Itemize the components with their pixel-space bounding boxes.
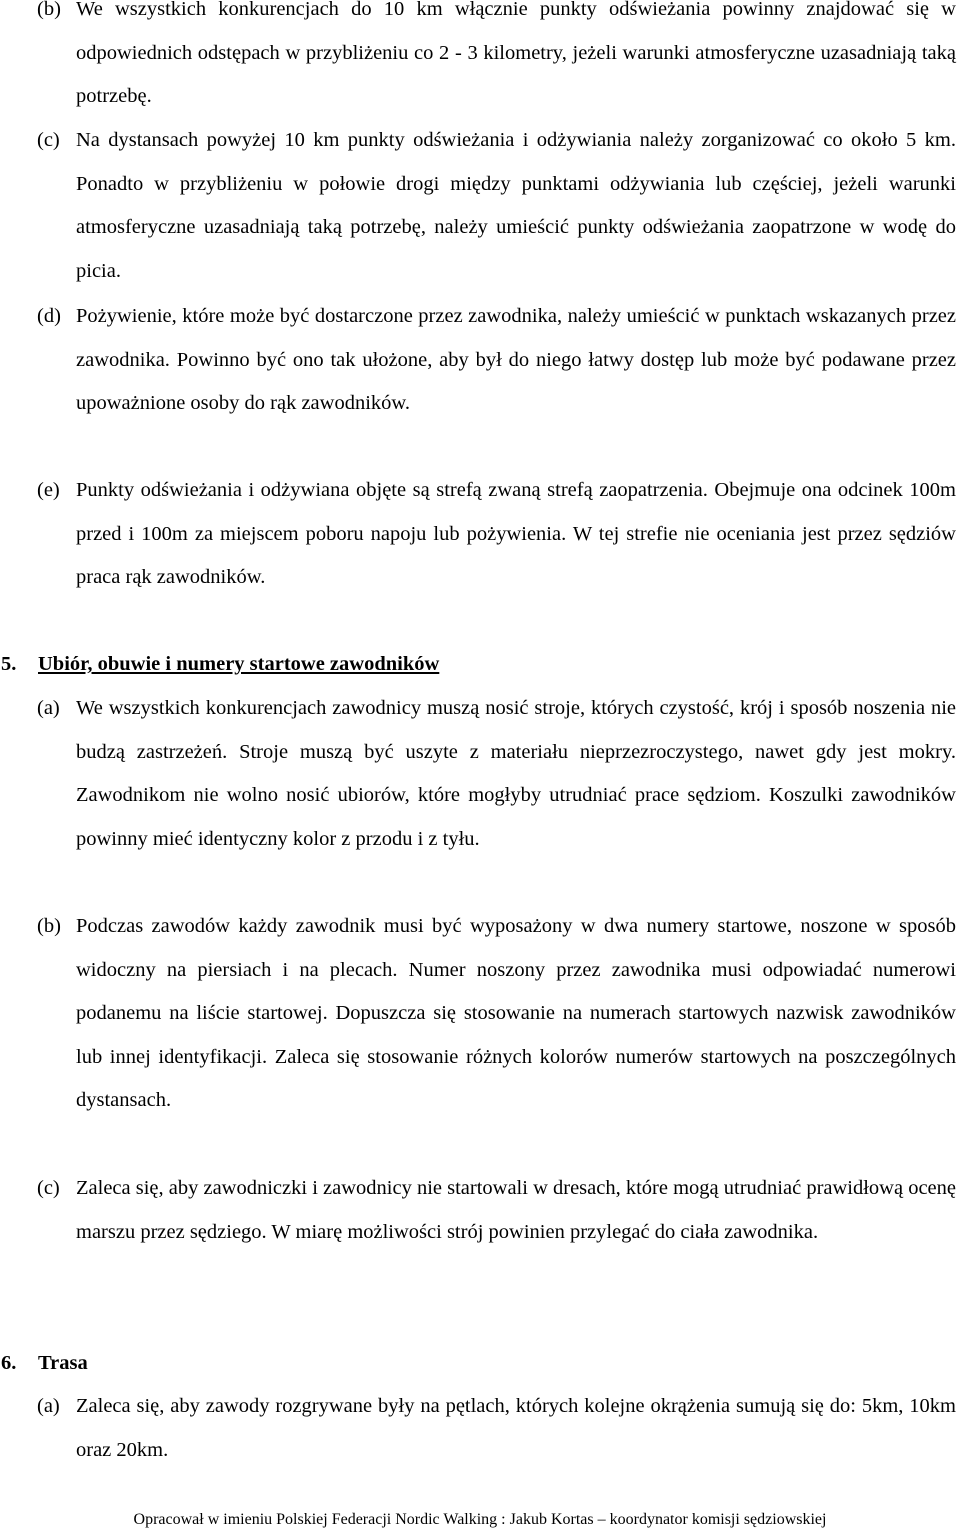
list-item: [0, 469, 960, 600]
section-number: 6.: [1, 1352, 17, 1374]
item-marker: (a): [37, 1395, 60, 1417]
list-item: [0, 0, 960, 119]
item-text: Pożywienie, które może być dostarczone przez zawodnika, należy umieścić w punktach wskazanych przez zawodnika. Powinno być ono tak ułożone, aby był do niego łatwy dostęp lub może być podawane przez upoważnione osoby do rąk zawodników.: [76, 305, 956, 415]
section-number: 5.: [1, 653, 17, 675]
item-text: Zaleca się, aby zawodniczki i zawodnicy nie startowali w dresach, które mogą utrudniać prawidłową ocenę marszu przez sędziego. W miarę możliwości strój powinien przylegać do ciała zawodnika.: [76, 1177, 957, 1243]
list-item: [0, 905, 960, 1123]
list-item: [0, 1385, 960, 1472]
item-marker: (c): [37, 129, 60, 151]
section-heading: [0, 1342, 960, 1386]
section-heading: [0, 643, 960, 687]
item-marker: (a): [37, 697, 60, 719]
section-title: Trasa: [38, 1352, 88, 1374]
list-item: [0, 295, 960, 426]
item-text: Zaleca się, aby zawody rozgrywane były na pętlach, których kolejne okrążenia sumują się do: 5km, 10km oraz 20km.: [76, 1395, 956, 1461]
item-marker: (c): [37, 1177, 60, 1199]
item-marker: (d): [37, 305, 61, 327]
list-item: [0, 1167, 960, 1254]
item-text: Podczas zawodów każdy zawodnik musi być wyposażony w dwa numery startowe, noszone w sposób widoczny na piersiach i na plecach. Numer noszony przez zawodnika musi odpowiadać numerowi podanemu na liście startowej. Dopuszcza się stosowanie na numerach startowych nazwisk zawodników lub innej identyfikacji. Zaleca się stosowanie różnych kolorów numerów startowych na poszczególnych dystansach.: [76, 915, 956, 1112]
item-text: We wszystkich konkurencjach zawodnicy muszą nosić stroje, których czystość, krój i sposób noszenia nie budzą zastrzeżeń. Stroje muszą być uszyte z materiału nieprzezroczystego, nawet gdy jest mokry. Zawodnikom nie wolno nosić ubiorów, które mogłyby utrudniać prace sędziom. Koszulki zawodników powinny mieć identyczny kolor z przodu i z tyłu.: [76, 697, 956, 850]
list-item: [0, 119, 960, 293]
section-title: Ubiór, obuwie i numery startowe zawodników: [38, 653, 440, 675]
list-item: [0, 687, 960, 861]
item-text: Na dystansach powyżej 10 km punkty odświeżania i odżywiania należy zorganizować co około 5 km. Ponadto w przybliżeniu w połowie drogi między punktami odżywiania lub częściej, jeżeli warunki atmosferyczne uzasadniają taką potrzebę, należy umieścić punkty odświeżania zaopatrzone w wodę do picia.: [76, 129, 956, 282]
item-marker: (b): [37, 0, 61, 20]
item-text: We wszystkich konkurencjach do 10 km włącznie punkty odświeżania powinny znajdować się w odpowiednich odstępach w przybliżeniu co 2 - 3 kilometry, jeżeli warunki atmosferyczne uzasadniają taką potrzebę.: [76, 0, 956, 108]
item-text: Punkty odświeżania i odżywiana objęte są strefą zwaną strefą zaopatrzenia. Obejmuje ona odcinek 100m przed i 100m za miejscem poboru napoju lub pożywienia. W tej strefie nie oceniania jest przez sędziów praca rąk zawodników.: [76, 479, 956, 589]
page-footer: Opracował w imieniu Polskiej Federacji Nordic Walking : Jakub Kortas – koordynator komisji sędziowskiej: [133, 1511, 827, 1528]
item-marker: (e): [37, 479, 60, 501]
item-marker: (b): [37, 915, 61, 937]
